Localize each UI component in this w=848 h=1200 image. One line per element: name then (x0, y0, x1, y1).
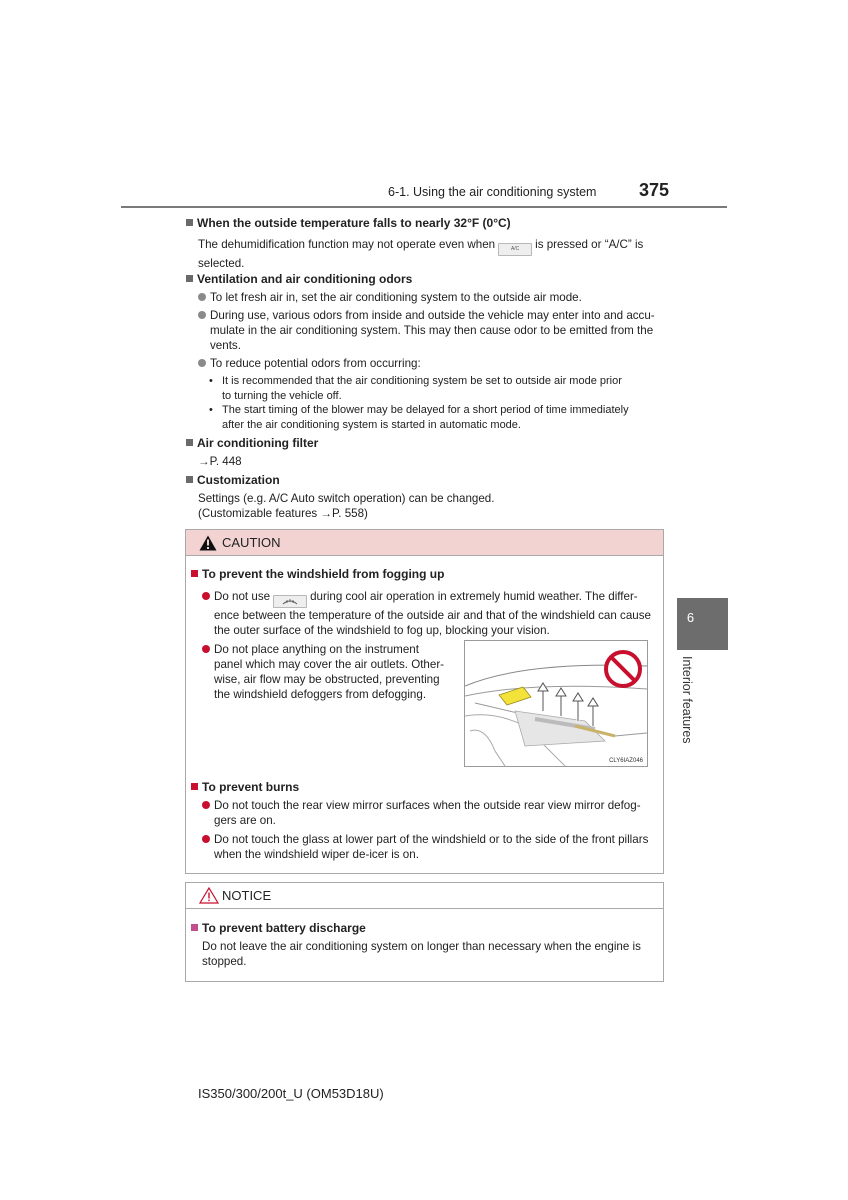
caution-header (186, 530, 663, 556)
square-bullet-icon (186, 219, 193, 226)
image-code: CLY6IAZ046 (609, 758, 643, 764)
odors-bullet-2: During use, various odors from inside and outside the vehicle may enter into and accu- mulate in the air conditioning system. This may then cause odor to be emitted from the vents. (198, 308, 668, 353)
square-bullet-icon (191, 570, 198, 577)
fogging-bullet-1: Do not use during cool air operation in extremely humid weather. The differ- ence between the temperature of the outside air and that of the windshield can cause the outer surface of the windshield to fog up, blocking your vision. (202, 589, 651, 638)
chapter-label: Interior features (680, 656, 694, 744)
warning-triangle-outline-icon (199, 887, 219, 904)
dashboard-illustration (464, 640, 648, 767)
square-bullet-icon (191, 783, 198, 790)
dashboard-drawing (465, 641, 647, 766)
caution-title: CAUTION (222, 535, 281, 550)
section-title: 6-1. Using the air conditioning system (388, 185, 597, 199)
outside-temp-text: The dehumidification function may not operate even when A/C is pressed or “A/C” is selected. (198, 238, 644, 270)
chapter-number: 6 (686, 610, 695, 625)
header-divider (121, 206, 727, 208)
square-bullet-icon (186, 439, 193, 446)
burns-bullet-1: Do not touch the rear view mirror surfaces when the outside rear view mirror defog- gers are on. (202, 798, 641, 828)
square-bullet-icon (186, 275, 193, 282)
notice-header (186, 883, 663, 909)
fogging-bullet-2: Do not place anything on the instrument panel which may cover the air outlets. Other- wise, air flow may be obstructed, preventing the windshield defoggers from defogging. (202, 642, 444, 702)
square-bullet-icon (191, 924, 198, 931)
round-bullet-icon (202, 645, 210, 653)
ac-button-image: A/C (498, 243, 532, 256)
round-bullet-icon (202, 835, 210, 843)
round-bullet-icon (202, 801, 210, 809)
odors-bullet-1: To let fresh air in, set the air conditioning system to the outside air mode. (198, 290, 582, 305)
page-number: 375 (639, 180, 670, 200)
notice-title: NOTICE (222, 888, 272, 903)
round-bullet-icon (198, 311, 206, 319)
odors-sub-bullet-2: • The start timing of the blower may be delayed for a short period of time immediately after the air conditioning system is started in automatic mode. (209, 404, 629, 431)
notice-text: Do not leave the air conditioning system on longer than necessary when the engine is stopped. (202, 940, 641, 968)
square-bullet-icon (186, 476, 193, 483)
heading-outside-temperature: When the outside temperature falls to nearly 32°F (0°C) (186, 216, 511, 231)
customizable-features-link[interactable]: (Customizable features →P. 558) (198, 507, 368, 520)
heading-customization: Customization (186, 473, 280, 488)
front-defroster-icon (281, 597, 299, 606)
round-bullet-icon (202, 592, 210, 600)
defroster-button-image (273, 595, 307, 608)
heading-prevent-battery-discharge: To prevent battery discharge (191, 921, 366, 936)
footer-model: IS350/300/200t_U (OM53D18U) (198, 1086, 384, 1101)
heading-prevent-burns: To prevent burns (191, 780, 299, 795)
burns-bullet-2: Do not touch the glass at lower part of the windshield or to the side of the front pillars when the windshield wiper de-icer is on. (202, 832, 648, 862)
filter-page-link[interactable]: →P. 448 (198, 455, 242, 468)
customization-text: Settings (e.g. A/C Auto switch operation) can be changed. (Customizable features →P. 558) (198, 492, 495, 520)
heading-ac-filter: Air conditioning filter (186, 436, 318, 451)
odors-sub-bullet-1: • It is recommended that the air conditioning system be set to outside air mode prior to turning the vehicle off. (209, 375, 622, 402)
odors-bullet-3: To reduce potential odors from occurring: (198, 356, 421, 371)
heading-ventilation-odors: Ventilation and air conditioning odors (186, 272, 412, 287)
round-bullet-icon (198, 293, 206, 301)
chapter-tab[interactable] (677, 598, 728, 650)
prohibition-icon (606, 652, 640, 686)
notice-box (185, 882, 664, 982)
heading-prevent-fogging: To prevent the windshield from fogging up (191, 567, 444, 582)
warning-triangle-icon (199, 535, 217, 551)
round-bullet-icon (198, 359, 206, 367)
